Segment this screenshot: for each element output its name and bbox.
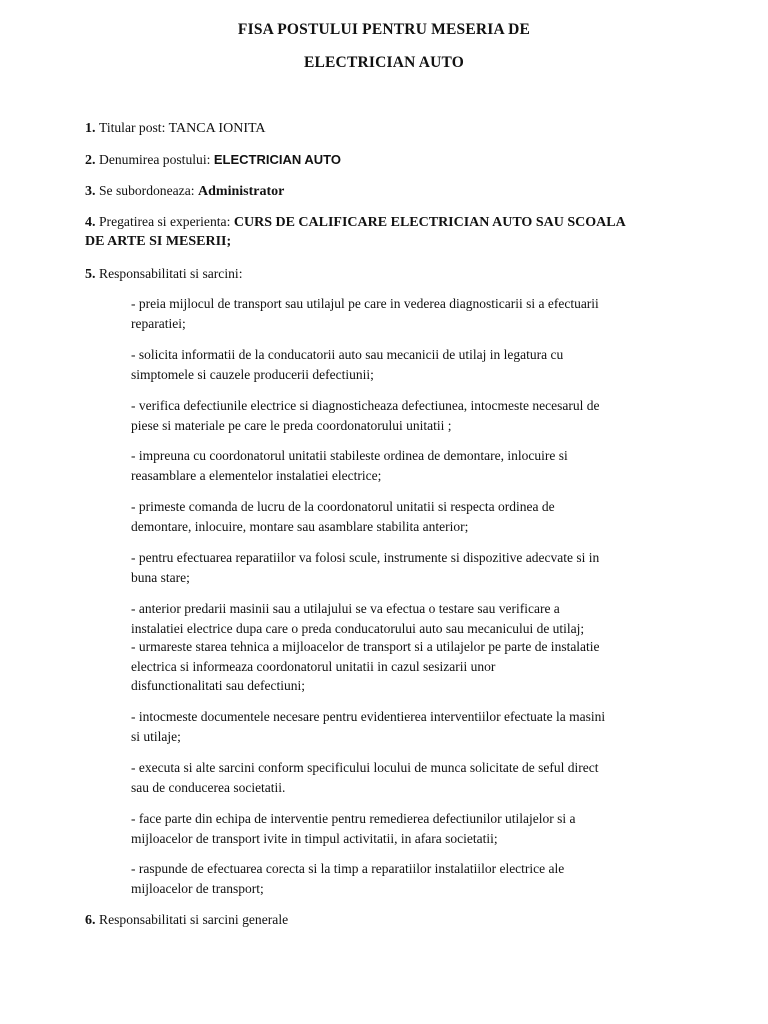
section-label: Denumirea postului: [99, 152, 211, 167]
section-value: CURS DE CALIFICARE ELECTRICIAN AUTO SAU SCOALA [233, 215, 626, 230]
section-number: 6. [85, 913, 96, 928]
document-title-line1: FISA POSTULUI PENTRU MESERIA DE [237, 21, 531, 38]
task-item: - intocmeste documentele necesare pentru evidentierea interventiilor efectuate la masini si utilaje; [131, 709, 606, 744]
section-value: TANCA IONITA [168, 121, 266, 136]
section-6 [85, 910, 705, 930]
task-item: - anterior predarii masinii sau a utilajului se va efectua o testare sau verificare a instalatiei electrice dupa care o preda conducatorului auto sau mecanicului de utilaj; [131, 601, 585, 636]
task-item: - executa si alte sarcini conform specificului locului de munca solicitate de seful direct sau de conducerea societatii. [131, 760, 599, 795]
section-number: 3. [85, 184, 96, 199]
section-value-continued: DE ARTE SI MESERII; [85, 234, 232, 249]
section-label: Responsabilitati si sarcini: [99, 266, 243, 281]
task-item: - pentru efectuarea reparatiilor va folosi scule, instrumente si dispozitive adecvate si in buna stare; [131, 550, 600, 585]
task-item: - urmareste starea tehnica a mijloacelor de transport si a utilajelor pe parte de instalatie electrica si informeaza coordonatorul unitatii in cazul sesizarii unor disfunctionalitati sau defectiuni; [131, 639, 600, 693]
section-number: 1. [85, 121, 96, 136]
document-title-line2: ELECTRICIAN AUTO [303, 54, 465, 71]
section-value: Administrator [198, 184, 285, 199]
section-number: 5. [85, 267, 96, 282]
section-number: 2. [85, 153, 96, 168]
section-label: Titular post: [99, 120, 166, 135]
task-item: - solicita informatii de la conducatorii auto sau mecanicii de utilaj in legatura cu simptomele si cauzele producerii defectiunii; [131, 347, 564, 382]
section-label: Pregatirea si experienta: [99, 214, 231, 229]
section-label: Se subordoneaza: [99, 183, 195, 198]
section-number: 4. [85, 215, 96, 230]
section-5 [85, 264, 705, 284]
section-2 [85, 150, 705, 170]
section-4 [85, 212, 705, 251]
task-item: - primeste comanda de lucru de la coordonatorul unitatii si respecta ordinea de demontare, inlocuire, montare sau asamblare stabilita anterior; [131, 499, 555, 534]
section-value: ELECTRICIAN AUTO [213, 152, 341, 167]
task-item: - verifica defectiunile electrice si diagnosticheaza defectiunea, intocmeste necesarul de piese si materiale pe care le preda coordonatorului unitatii ; [131, 398, 600, 433]
section-label: Responsabilitati si sarcini generale [99, 912, 289, 927]
section-3 [85, 181, 705, 201]
task-item: - impreuna cu coordonatorul unitatii stabileste ordinea de demontare, inlocuire si reasamblare a elementelor instalatiei electrice; [131, 448, 568, 483]
task-item: - face parte din echipa de interventie pentru remedierea defectiunilor utilajelor si a mijloacelor de transport ivite in timpul activitatii, in afara societatii; [131, 811, 576, 846]
task-item: - raspunde de efectuarea corecta si la timp a reparatiilor instalatiilor electrice ale mijloacelor de transport; [131, 861, 565, 896]
section-1 [85, 118, 705, 138]
task-item: - preia mijlocul de transport sau utilajul pe care in vederea diagnosticarii si a efectuarii reparatiei; [131, 296, 599, 331]
